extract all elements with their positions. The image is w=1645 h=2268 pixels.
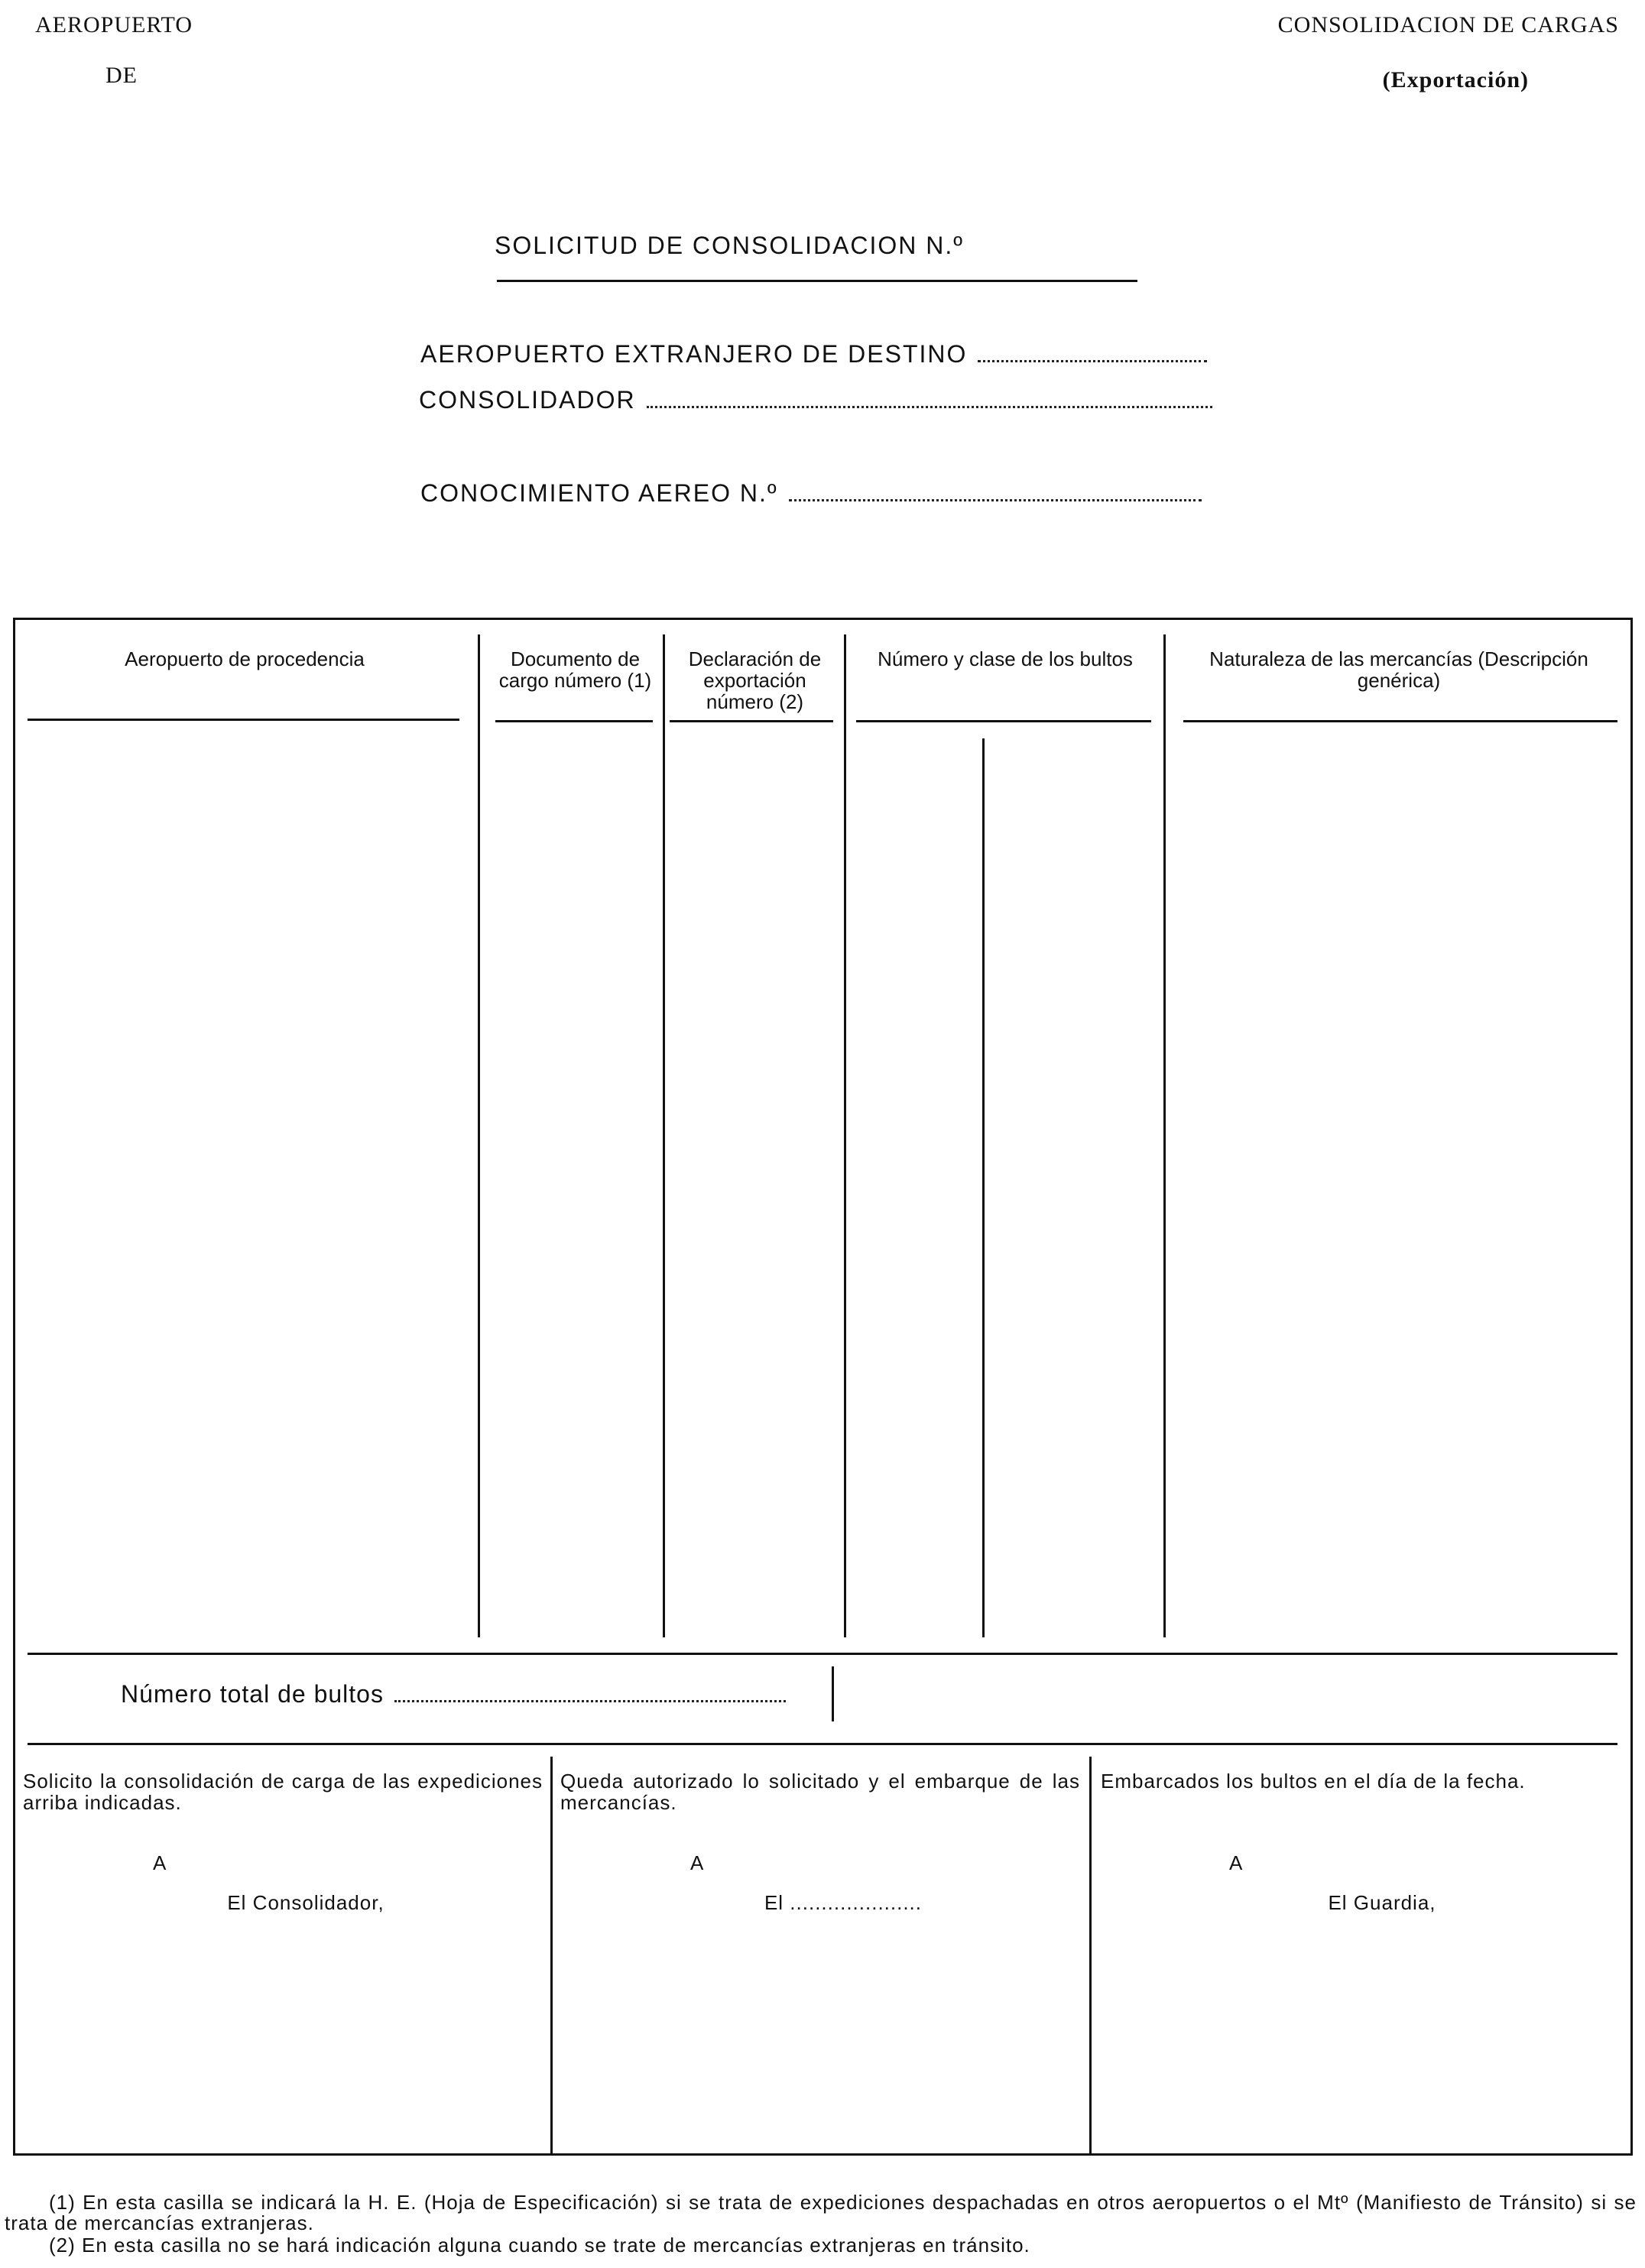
header-right-line2: (Exportación): [1382, 67, 1529, 92]
column-divider: [478, 634, 480, 1637]
consolidator-dotted-line[interactable]: [647, 403, 1212, 408]
total-packages-dotted-line[interactable]: [394, 1697, 786, 1702]
consolidator-request-text: Solicito la consolidación de carga de las expediciones arriba indicadas.: [23, 1770, 543, 1814]
col-header-cargo-document: Documento de cargo número (1): [498, 647, 652, 692]
guard-signature-area[interactable]: [1101, 1919, 1621, 2148]
authorization-place: A: [690, 1851, 704, 1874]
header-right-line1: CONSOLIDACION DE CARGAS: [1277, 12, 1619, 37]
form-title: SOLICITUD DE CONSOLIDACION N.º: [495, 232, 964, 259]
footnote-1: (1) En esta casilla se indicará la H. E. (Hoja de Especificación) si se trata de expediciones despachadas en otros aeropuertos o el Mtº (Manifiesto de Tránsito) si se trata de mercancías extranjeras.: [5, 2191, 1637, 2234]
authorization-signer: El .....................: [764, 1891, 923, 1914]
header-underline: [856, 720, 1151, 722]
airway-bill-field: [420, 479, 1215, 508]
title-number-line[interactable]: [497, 280, 1137, 282]
total-row-top-line: [28, 1653, 1617, 1655]
packages-number-cell[interactable]: [848, 726, 980, 1634]
consolidator-place: A: [153, 1851, 167, 1874]
authorization-signature-area[interactable]: [560, 1919, 1080, 2148]
column-divider: [844, 634, 846, 1637]
guard-signer: El Guardia,: [1328, 1891, 1436, 1914]
total-packages-field: [121, 1680, 786, 1708]
destination-label: AEROPUERTO EXTRANJERO DE DESTINO: [420, 340, 968, 368]
origin-airport-cell[interactable]: [28, 726, 475, 1634]
shipment-text: Embarcados los bultos en el día de la fecha.: [1101, 1770, 1526, 1793]
col-header-goods-nature: Naturaleza de las mercancías (Descripción genérica): [1209, 647, 1588, 692]
cargo-document-cell[interactable]: [483, 726, 659, 1634]
destination-dotted-line[interactable]: [978, 357, 1207, 362]
consolidator-label: CONSOLIDADOR: [419, 386, 636, 414]
signature-divider: [1089, 1757, 1092, 2154]
column-divider: [1163, 634, 1166, 1637]
col-header-export-declaration: Declaración de exportación número (2): [688, 647, 822, 713]
header-left-line1: AEROPUERTO: [35, 12, 193, 37]
header-underline: [28, 719, 459, 721]
signature-divider: [550, 1757, 553, 2154]
goods-nature-cell[interactable]: [1168, 726, 1619, 1634]
header-left-line2: DE: [105, 63, 138, 88]
total-row-divider: [832, 1666, 834, 1721]
export-declaration-cell[interactable]: [667, 726, 842, 1634]
header-underline: [1183, 720, 1617, 722]
authorization-text: Queda autorizado lo solicitado y el embarque de las mercancías.: [560, 1770, 1080, 1814]
consolidator-signer: El Consolidador,: [227, 1891, 384, 1914]
col-header-packages: Número y clase de los bultos: [878, 647, 1133, 670]
col-header-origin-airport: Aeropuerto de procedencia: [125, 647, 365, 670]
header-underline: [495, 720, 653, 722]
packages-class-cell[interactable]: [987, 726, 1161, 1634]
total-packages-label: Número total de bultos: [121, 1680, 384, 1708]
total-row-bottom-line: [28, 1743, 1617, 1745]
column-subdivider: [982, 738, 985, 1637]
consolidator-signature-area[interactable]: [23, 1919, 543, 2148]
footnote-2: (2) En esta casilla no se hará indicación alguna cuando se trate de mercancías extranjeras en tránsito.: [49, 2234, 1030, 2257]
destination-field: [420, 340, 1215, 368]
consolidator-field: [419, 386, 1214, 414]
column-divider: [663, 634, 665, 1637]
shipment-place: A: [1229, 1851, 1243, 1874]
header-underline: [670, 720, 833, 722]
airway-bill-label: CONOCIMIENTO AEREO N.º: [420, 479, 778, 507]
airway-bill-dotted-line[interactable]: [789, 496, 1202, 501]
